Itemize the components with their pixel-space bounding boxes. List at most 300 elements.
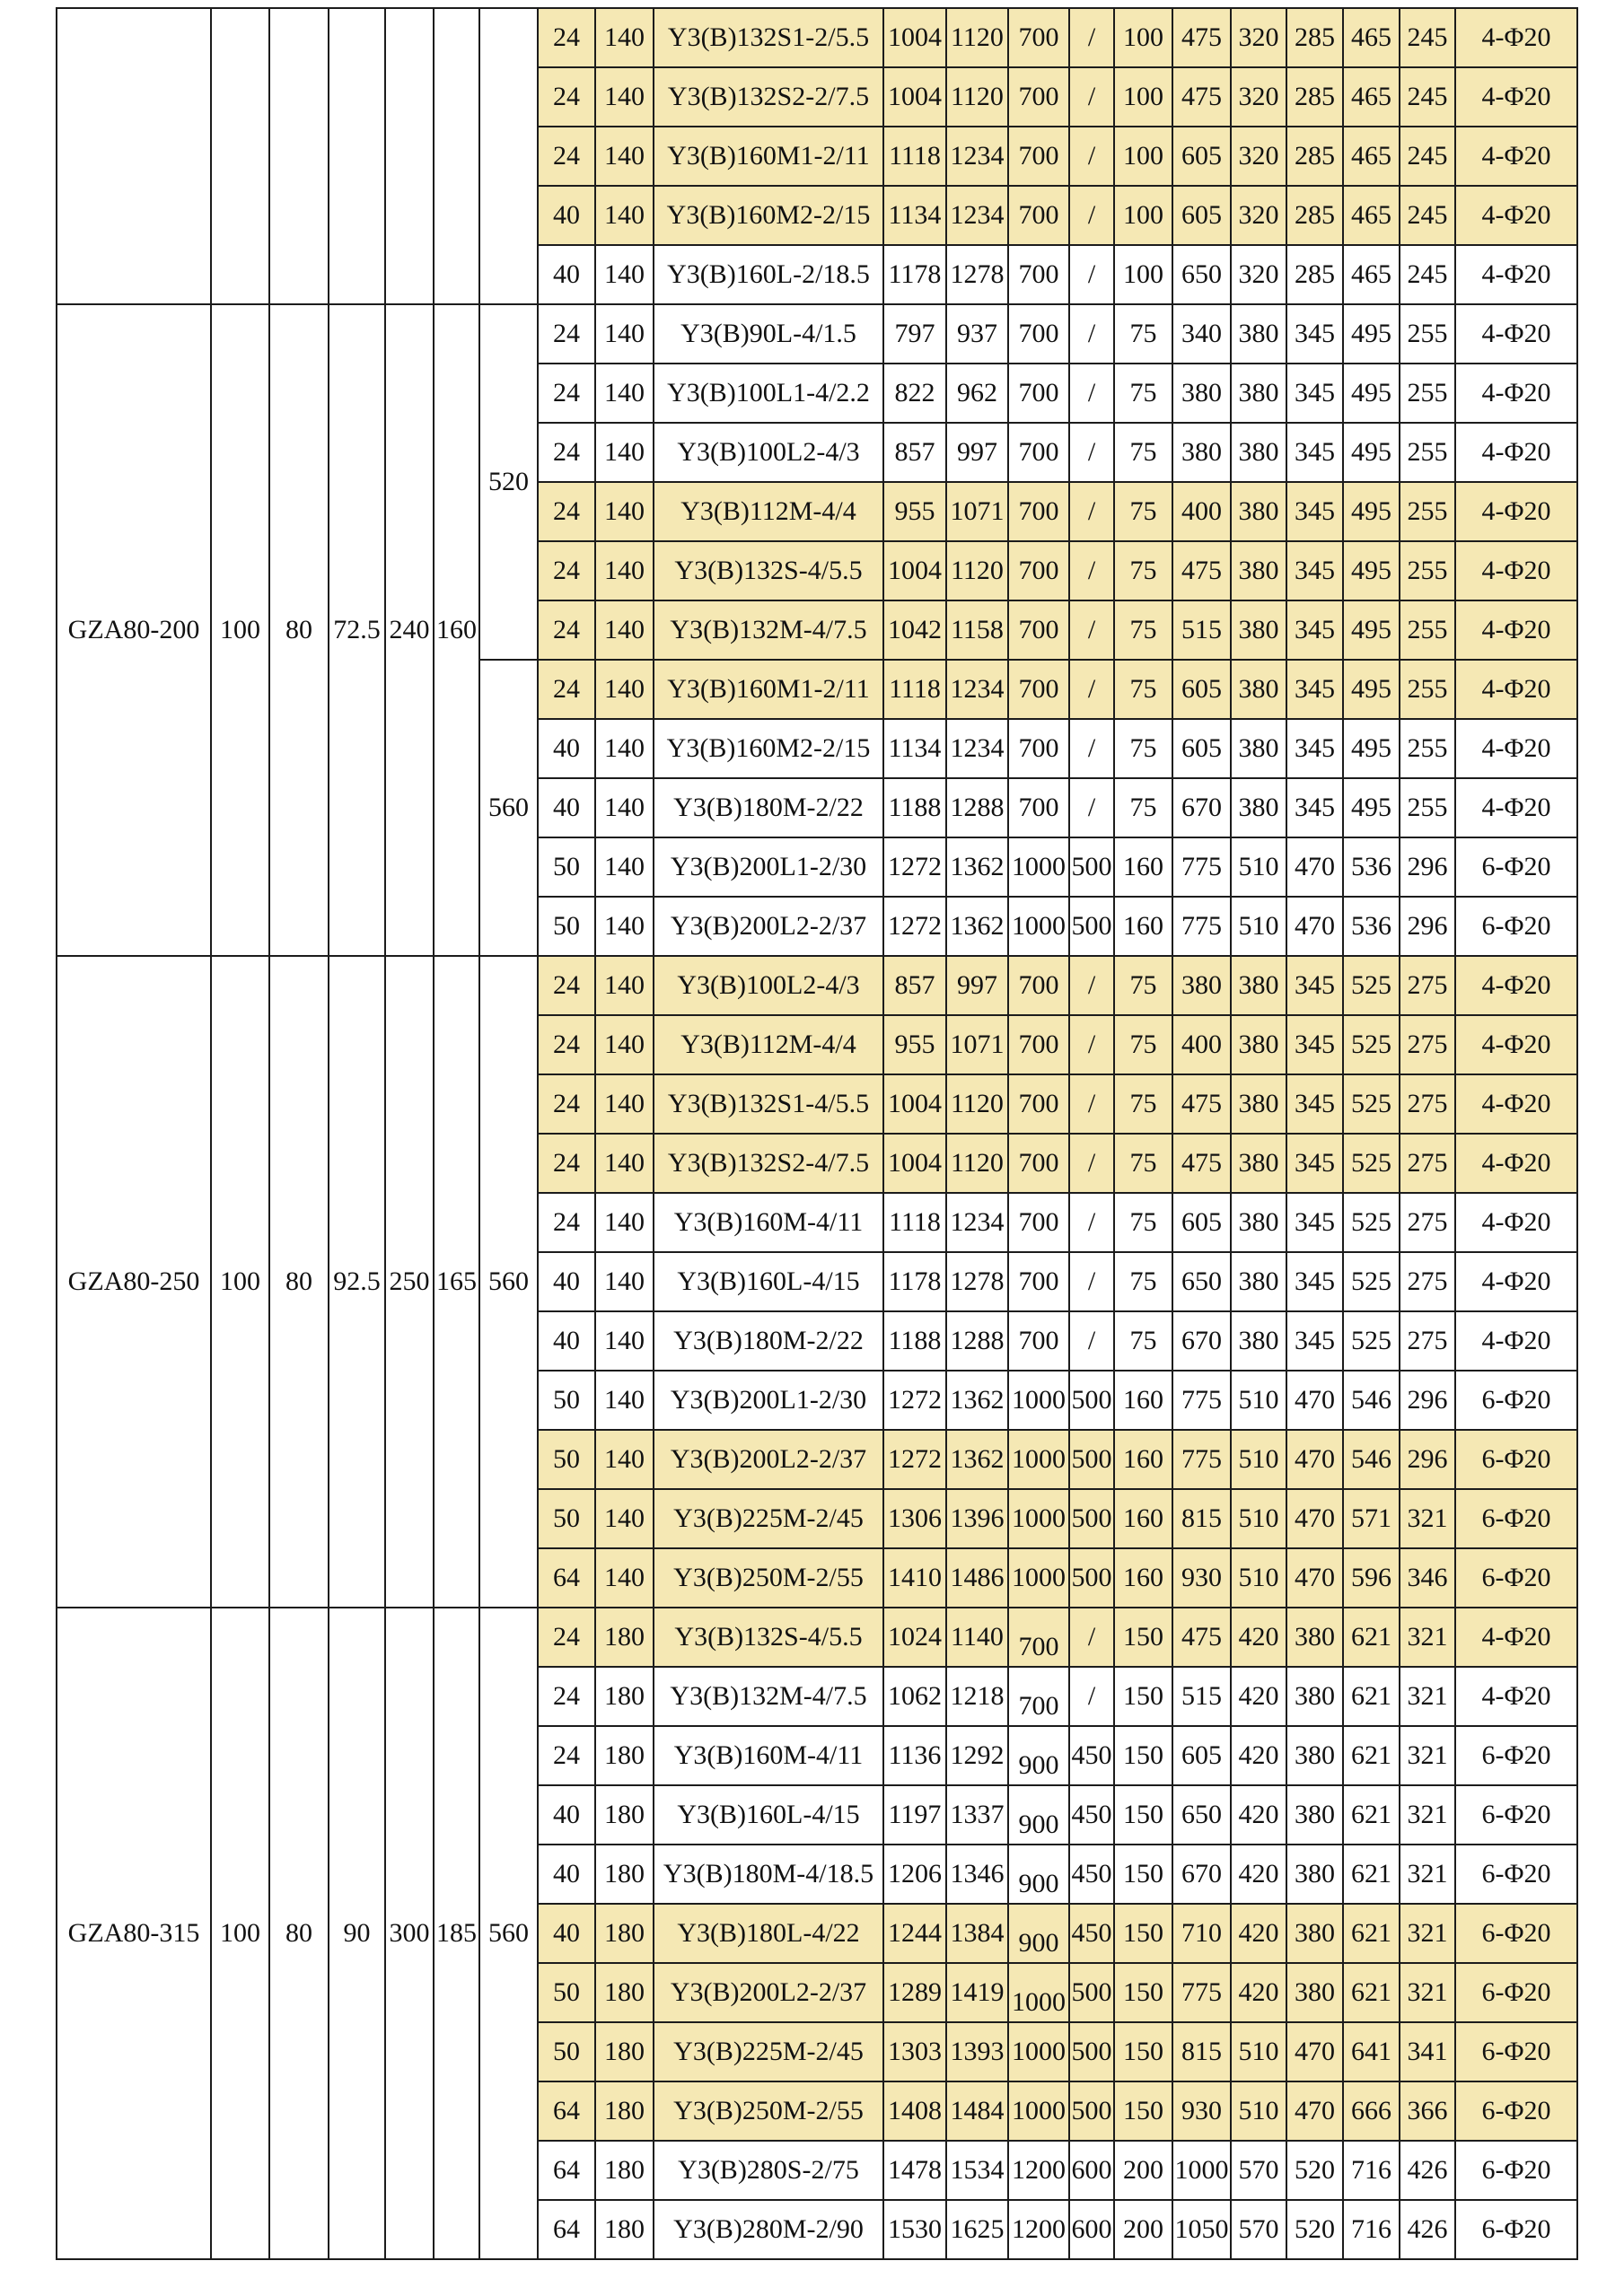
dim-l2-cell: 1625 (945, 2199, 1009, 2260)
dim-f-cell: 470 (1286, 896, 1344, 957)
dim-f-cell: 520 (1286, 2140, 1344, 2201)
dim-f-cell: 285 (1286, 126, 1344, 187)
dim-h-cell: 321 (1399, 1666, 1456, 1727)
dim-c-cell: 75 (1113, 1074, 1173, 1135)
dim-e-cell: 320 (1230, 66, 1287, 127)
motor-model-cell: Y3(B)250M-2/55 (653, 2081, 884, 2142)
model-cell: GZA80-250 (56, 955, 212, 1608)
dim-d-cell: 650 (1172, 244, 1232, 305)
motor-model-cell: Y3(B)100L2-4/3 (653, 955, 884, 1016)
section-dim-cell: 80 (268, 1607, 329, 2260)
speed-cell: 24 (537, 1607, 596, 1668)
motor-model-cell: Y3(B)280M-2/90 (653, 2199, 884, 2260)
bolt-spec-cell: 4-Φ20 (1454, 422, 1578, 483)
dim-c-cell: 160 (1113, 1547, 1173, 1608)
dim-h-cell: 255 (1399, 303, 1456, 364)
dim-l1-cell: 1408 (882, 2081, 947, 2142)
speed-cell: 24 (537, 1192, 596, 1253)
dim-f-cell: 285 (1286, 7, 1344, 68)
section-dim-cell: 100 (210, 303, 270, 957)
bolt-spec-cell: 4-Φ20 (1454, 1074, 1578, 1135)
dim-c-cell: 75 (1113, 1133, 1173, 1194)
dim-l1-cell: 797 (882, 303, 947, 364)
dim-c-cell: 200 (1113, 2199, 1173, 2260)
dim-d-cell: 475 (1172, 540, 1232, 601)
dim-l2-cell: 1288 (945, 777, 1009, 838)
dim-g-cell: 571 (1342, 1488, 1400, 1549)
speed-cell: 64 (537, 2199, 596, 2260)
dim-b-cell: 500 (1068, 1962, 1115, 2023)
dim-e-cell: 320 (1230, 185, 1287, 246)
dim-h-cell: 255 (1399, 600, 1456, 661)
dim-a-cell: 1000 (1007, 1962, 1070, 2023)
dim-b-cell: 500 (1068, 1370, 1115, 1431)
dim-l2-cell: 1120 (945, 7, 1009, 68)
dim-a-cell: 700 (1007, 185, 1070, 246)
dim-g-cell: 495 (1342, 363, 1400, 424)
dim-e-cell: 380 (1230, 422, 1287, 483)
dim-h-cell: 275 (1399, 1133, 1456, 1194)
motor-model-cell: Y3(B)180M-4/18.5 (653, 1844, 884, 1905)
motor-model-cell: Y3(B)200L2-2/37 (653, 896, 884, 957)
dim-h-cell: 275 (1399, 1192, 1456, 1253)
dim-d-cell: 930 (1172, 1547, 1232, 1608)
speed-cell: 50 (537, 1488, 596, 1549)
dim-a-cell: 700 (1007, 1310, 1070, 1371)
model-cell: GZA80-315 (56, 1607, 212, 2260)
motor-model-cell: Y3(B)90L-4/1.5 (653, 303, 884, 364)
dim-l2-cell: 937 (945, 303, 1009, 364)
speed-cell: 24 (537, 481, 596, 542)
dim-d-cell: 605 (1172, 1192, 1232, 1253)
dim-c-cell: 150 (1113, 1607, 1173, 1668)
motor-model-cell: Y3(B)132M-4/7.5 (653, 600, 884, 661)
dim-d-cell: 1000 (1172, 2140, 1232, 2201)
bolt-spec-cell: 6-Φ20 (1454, 2021, 1578, 2082)
dim-g-cell: 495 (1342, 540, 1400, 601)
dim-d-cell: 605 (1172, 126, 1232, 187)
dim-e-cell: 380 (1230, 1074, 1287, 1135)
width-cell: 140 (594, 540, 654, 601)
dim-d-cell: 475 (1172, 1133, 1232, 1194)
dim-e-cell: 510 (1230, 1547, 1287, 1608)
dim-g-cell: 666 (1342, 2081, 1400, 2142)
dim-g-cell: 495 (1342, 718, 1400, 779)
dim-f-cell: 345 (1286, 363, 1344, 424)
dim-e-cell: 380 (1230, 1192, 1287, 1253)
dim-g-cell: 621 (1342, 1784, 1400, 1845)
center-height-cell: 560 (478, 659, 539, 957)
dim-h-cell: 366 (1399, 2081, 1456, 2142)
speed-cell: 50 (537, 1370, 596, 1431)
dim-g-cell: 621 (1342, 1666, 1400, 1727)
bolt-spec-cell: 4-Φ20 (1454, 244, 1578, 305)
dim-c-cell: 160 (1113, 1370, 1173, 1431)
dim-e-cell: 420 (1230, 1962, 1287, 2023)
width-cell: 180 (594, 2199, 654, 2260)
section-dim-cell: 250 (384, 955, 435, 1608)
motor-model-cell: Y3(B)160M2-2/15 (653, 718, 884, 779)
dim-l1-cell: 1197 (882, 1784, 947, 1845)
width-cell: 180 (594, 1725, 654, 1786)
dim-l2-cell: 1234 (945, 185, 1009, 246)
dim-h-cell: 321 (1399, 1844, 1456, 1905)
bolt-spec-cell: 4-Φ20 (1454, 659, 1578, 720)
motor-model-cell: Y3(B)200L1-2/30 (653, 1370, 884, 1431)
dim-e-cell: 420 (1230, 1607, 1287, 1668)
dim-h-cell: 255 (1399, 540, 1456, 601)
dim-g-cell: 536 (1342, 896, 1400, 957)
dim-f-cell: 470 (1286, 837, 1344, 898)
section-dim-cell (384, 7, 435, 305)
dim-c-cell: 150 (1113, 1962, 1173, 2023)
dim-e-cell: 570 (1230, 2140, 1287, 2201)
motor-model-cell: Y3(B)160L-2/18.5 (653, 244, 884, 305)
bolt-spec-cell: 6-Φ20 (1454, 1844, 1578, 1905)
dim-f-cell: 470 (1286, 1488, 1344, 1549)
dim-c-cell: 75 (1113, 363, 1173, 424)
width-cell: 140 (594, 777, 654, 838)
dim-c-cell: 75 (1113, 718, 1173, 779)
dim-b-cell: / (1068, 1133, 1115, 1194)
dim-e-cell: 380 (1230, 481, 1287, 542)
dim-l2-cell: 1158 (945, 600, 1009, 661)
motor-model-cell: Y3(B)225M-2/45 (653, 2021, 884, 2082)
dim-g-cell: 495 (1342, 777, 1400, 838)
dim-l2-cell: 1218 (945, 1666, 1009, 1727)
dim-b-cell: / (1068, 1192, 1115, 1253)
dim-g-cell: 716 (1342, 2140, 1400, 2201)
bolt-spec-cell: 6-Φ20 (1454, 1429, 1578, 1490)
dim-f-cell: 380 (1286, 1784, 1344, 1845)
bolt-spec-cell: 4-Φ20 (1454, 955, 1578, 1016)
bolt-spec-cell: 4-Φ20 (1454, 718, 1578, 779)
dim-c-cell: 100 (1113, 185, 1173, 246)
dim-l1-cell: 1004 (882, 66, 947, 127)
dim-b-cell: / (1068, 540, 1115, 601)
dim-l2-cell: 1071 (945, 1014, 1009, 1075)
dim-e-cell: 380 (1230, 1251, 1287, 1312)
motor-model-cell: Y3(B)132M-4/7.5 (653, 1666, 884, 1727)
dim-l1-cell: 1004 (882, 1074, 947, 1135)
dim-a-cell: 700 (1007, 1133, 1070, 1194)
dim-h-cell: 245 (1399, 66, 1456, 127)
dim-g-cell: 495 (1342, 303, 1400, 364)
speed-cell: 40 (537, 777, 596, 838)
motor-model-cell: Y3(B)200L2-2/37 (653, 1962, 884, 2023)
dim-l2-cell: 1384 (945, 1903, 1009, 1964)
dim-d-cell: 475 (1172, 1607, 1232, 1668)
dim-f-cell: 345 (1286, 1251, 1344, 1312)
dim-f-cell: 345 (1286, 1192, 1344, 1253)
dim-b-cell: / (1068, 126, 1115, 187)
speed-cell: 24 (537, 422, 596, 483)
section-dim-cell: 80 (268, 955, 329, 1608)
dim-g-cell: 525 (1342, 1251, 1400, 1312)
motor-model-cell: Y3(B)132S1-2/5.5 (653, 7, 884, 68)
dim-h-cell: 321 (1399, 1784, 1456, 1845)
dim-g-cell: 596 (1342, 1547, 1400, 1608)
dim-d-cell: 340 (1172, 303, 1232, 364)
dim-d-cell: 475 (1172, 1074, 1232, 1135)
speed-cell: 40 (537, 1251, 596, 1312)
dim-l1-cell: 1244 (882, 1903, 947, 1964)
dim-a-cell: 700 (1007, 540, 1070, 601)
dim-b-cell: 500 (1068, 2021, 1115, 2082)
dim-f-cell: 345 (1286, 481, 1344, 542)
dim-h-cell: 245 (1399, 7, 1456, 68)
width-cell: 140 (594, 66, 654, 127)
speed-cell: 40 (537, 1784, 596, 1845)
bolt-spec-cell: 4-Φ20 (1454, 481, 1578, 542)
dim-h-cell: 426 (1399, 2140, 1456, 2201)
speed-cell: 24 (537, 126, 596, 187)
speed-cell: 50 (537, 896, 596, 957)
dim-f-cell: 345 (1286, 600, 1344, 661)
dim-l2-cell: 1234 (945, 718, 1009, 779)
dim-a-cell: 900 (1007, 1725, 1070, 1786)
section-dim-cell: 80 (268, 303, 329, 957)
dim-l2-cell: 1234 (945, 1192, 1009, 1253)
width-cell: 180 (594, 1903, 654, 1964)
dim-h-cell: 275 (1399, 955, 1456, 1016)
dim-l2-cell: 1120 (945, 540, 1009, 601)
dim-f-cell: 470 (1286, 1370, 1344, 1431)
dim-l2-cell: 1292 (945, 1725, 1009, 1786)
dim-h-cell: 255 (1399, 422, 1456, 483)
dim-e-cell: 320 (1230, 244, 1287, 305)
dim-e-cell: 380 (1230, 955, 1287, 1016)
dim-e-cell: 380 (1230, 1133, 1287, 1194)
bolt-spec-cell: 4-Φ20 (1454, 540, 1578, 601)
dim-b-cell: / (1068, 1310, 1115, 1371)
dim-l1-cell: 1136 (882, 1725, 947, 1786)
motor-model-cell: Y3(B)250M-2/55 (653, 1547, 884, 1608)
dim-d-cell: 775 (1172, 1429, 1232, 1490)
dim-a-cell: 700 (1007, 244, 1070, 305)
dim-d-cell: 380 (1172, 363, 1232, 424)
dim-b-cell: / (1068, 1251, 1115, 1312)
bolt-spec-cell: 6-Φ20 (1454, 896, 1578, 957)
dim-f-cell: 345 (1286, 1074, 1344, 1135)
dim-a-cell: 700 (1007, 1192, 1070, 1253)
dim-h-cell: 321 (1399, 1725, 1456, 1786)
motor-model-cell: Y3(B)132S-4/5.5 (653, 540, 884, 601)
dim-b-cell: 450 (1068, 1725, 1115, 1786)
dim-h-cell: 245 (1399, 244, 1456, 305)
dim-c-cell: 75 (1113, 1014, 1173, 1075)
dim-e-cell: 320 (1230, 126, 1287, 187)
dim-g-cell: 621 (1342, 1903, 1400, 1964)
bolt-spec-cell: 6-Φ20 (1454, 2081, 1578, 2142)
dim-b-cell: / (1068, 1014, 1115, 1075)
dim-f-cell: 470 (1286, 1547, 1344, 1608)
speed-cell: 64 (537, 2140, 596, 2201)
dim-b-cell: 450 (1068, 1903, 1115, 1964)
dim-g-cell: 525 (1342, 1133, 1400, 1194)
motor-model-cell: Y3(B)200L2-2/37 (653, 1429, 884, 1490)
dim-a-cell: 700 (1007, 1666, 1070, 1727)
section-dim-cell (210, 7, 270, 305)
dim-l1-cell: 1188 (882, 777, 947, 838)
speed-cell: 50 (537, 2021, 596, 2082)
dim-c-cell: 75 (1113, 1251, 1173, 1312)
dim-f-cell: 345 (1286, 1310, 1344, 1371)
dim-c-cell: 75 (1113, 540, 1173, 601)
dim-a-cell: 700 (1007, 7, 1070, 68)
dim-l2-cell: 1120 (945, 66, 1009, 127)
width-cell: 180 (594, 2021, 654, 2082)
bolt-spec-cell: 6-Φ20 (1454, 1547, 1578, 1608)
dim-l2-cell: 997 (945, 422, 1009, 483)
speed-cell: 40 (537, 185, 596, 246)
motor-model-cell: Y3(B)132S2-4/7.5 (653, 1133, 884, 1194)
dim-l1-cell: 1272 (882, 837, 947, 898)
dim-d-cell: 475 (1172, 7, 1232, 68)
dim-b-cell: 450 (1068, 1844, 1115, 1905)
dim-f-cell: 380 (1286, 1962, 1344, 2023)
dim-c-cell: 75 (1113, 659, 1173, 720)
dim-f-cell: 380 (1286, 1607, 1344, 1668)
dim-e-cell: 380 (1230, 600, 1287, 661)
dim-g-cell: 546 (1342, 1370, 1400, 1431)
dim-f-cell: 285 (1286, 244, 1344, 305)
width-cell: 140 (594, 126, 654, 187)
dim-h-cell: 245 (1399, 185, 1456, 246)
section-dim-cell: 185 (433, 1607, 480, 2260)
dim-a-cell: 700 (1007, 422, 1070, 483)
dim-e-cell: 510 (1230, 837, 1287, 898)
dim-g-cell: 465 (1342, 66, 1400, 127)
dim-l1-cell: 1118 (882, 1192, 947, 1253)
section-dim-cell: 160 (433, 303, 480, 957)
dim-b-cell: / (1068, 955, 1115, 1016)
width-cell: 140 (594, 303, 654, 364)
bolt-spec-cell: 6-Φ20 (1454, 1725, 1578, 1786)
dim-b-cell: 600 (1068, 2140, 1115, 2201)
motor-model-cell: Y3(B)180M-2/22 (653, 777, 884, 838)
bolt-spec-cell: 6-Φ20 (1454, 1784, 1578, 1845)
dim-l1-cell: 1289 (882, 1962, 947, 2023)
dim-l2-cell: 1362 (945, 896, 1009, 957)
speed-cell: 24 (537, 363, 596, 424)
dim-a-cell: 1000 (1007, 837, 1070, 898)
dim-l1-cell: 1134 (882, 185, 947, 246)
dim-c-cell: 100 (1113, 7, 1173, 68)
motor-model-cell: Y3(B)160M1-2/11 (653, 126, 884, 187)
dim-b-cell: 500 (1068, 896, 1115, 957)
width-cell: 140 (594, 718, 654, 779)
width-cell: 180 (594, 1607, 654, 1668)
motor-model-cell: Y3(B)160M-4/11 (653, 1192, 884, 1253)
dim-f-cell: 345 (1286, 540, 1344, 601)
dim-l2-cell: 962 (945, 363, 1009, 424)
width-cell: 140 (594, 896, 654, 957)
dim-l2-cell: 1346 (945, 1844, 1009, 1905)
bolt-spec-cell: 4-Φ20 (1454, 777, 1578, 838)
speed-cell: 24 (537, 7, 596, 68)
dim-b-cell: / (1068, 1666, 1115, 1727)
dim-h-cell: 321 (1399, 1488, 1456, 1549)
dim-l2-cell: 1396 (945, 1488, 1009, 1549)
speed-cell: 24 (537, 1133, 596, 1194)
section-dim-cell: 300 (384, 1607, 435, 2260)
dim-e-cell: 380 (1230, 363, 1287, 424)
bolt-spec-cell: 4-Φ20 (1454, 66, 1578, 127)
dim-b-cell: / (1068, 481, 1115, 542)
dim-h-cell: 321 (1399, 1962, 1456, 2023)
model-cell (56, 7, 212, 305)
width-cell: 180 (594, 2140, 654, 2201)
dim-e-cell: 570 (1230, 2199, 1287, 2260)
dim-g-cell: 495 (1342, 659, 1400, 720)
speed-cell: 50 (537, 837, 596, 898)
dim-a-cell: 700 (1007, 718, 1070, 779)
dim-l2-cell: 1362 (945, 837, 1009, 898)
dim-l1-cell: 1004 (882, 7, 947, 68)
width-cell: 140 (594, 837, 654, 898)
motor-model-cell: Y3(B)225M-2/45 (653, 1488, 884, 1549)
dim-e-cell: 380 (1230, 303, 1287, 364)
bolt-spec-cell: 4-Φ20 (1454, 303, 1578, 364)
dim-g-cell: 465 (1342, 185, 1400, 246)
dim-a-cell: 1000 (1007, 1488, 1070, 1549)
dim-f-cell: 470 (1286, 2081, 1344, 2142)
dim-f-cell: 345 (1286, 1014, 1344, 1075)
motor-model-cell: Y3(B)132S-4/5.5 (653, 1607, 884, 1668)
dim-f-cell: 345 (1286, 303, 1344, 364)
dim-g-cell: 621 (1342, 1607, 1400, 1668)
speed-cell: 24 (537, 1725, 596, 1786)
motor-model-cell: Y3(B)280S-2/75 (653, 2140, 884, 2201)
section-dim-cell: 92.5 (328, 955, 386, 1608)
dim-e-cell: 380 (1230, 718, 1287, 779)
dim-l1-cell: 1410 (882, 1547, 947, 1608)
dim-f-cell: 345 (1286, 659, 1344, 720)
dim-d-cell: 815 (1172, 2021, 1232, 2082)
dim-d-cell: 605 (1172, 1725, 1232, 1786)
width-cell: 140 (594, 1192, 654, 1253)
dim-f-cell: 285 (1286, 185, 1344, 246)
dim-l1-cell: 955 (882, 1014, 947, 1075)
dim-h-cell: 255 (1399, 777, 1456, 838)
section-dim-cell: 240 (384, 303, 435, 957)
dim-a-cell: 700 (1007, 66, 1070, 127)
dim-d-cell: 775 (1172, 1962, 1232, 2023)
dim-h-cell: 275 (1399, 1014, 1456, 1075)
dim-l1-cell: 1118 (882, 126, 947, 187)
dim-d-cell: 650 (1172, 1251, 1232, 1312)
motor-model-cell: Y3(B)132S2-2/7.5 (653, 66, 884, 127)
dim-c-cell: 150 (1113, 2021, 1173, 2082)
dim-c-cell: 150 (1113, 2081, 1173, 2142)
center-height-cell (478, 7, 539, 305)
dim-c-cell: 75 (1113, 600, 1173, 661)
dim-a-cell: 1000 (1007, 2021, 1070, 2082)
dim-b-cell: / (1068, 422, 1115, 483)
dim-d-cell: 815 (1172, 1488, 1232, 1549)
dim-e-cell: 510 (1230, 1370, 1287, 1431)
dim-a-cell: 700 (1007, 600, 1070, 661)
dim-h-cell: 296 (1399, 896, 1456, 957)
dim-e-cell: 420 (1230, 1666, 1287, 1727)
dim-c-cell: 160 (1113, 1488, 1173, 1549)
width-cell: 140 (594, 1547, 654, 1608)
dim-c-cell: 100 (1113, 126, 1173, 187)
dim-l1-cell: 1062 (882, 1666, 947, 1727)
dim-a-cell: 700 (1007, 1251, 1070, 1312)
dim-e-cell: 380 (1230, 1014, 1287, 1075)
